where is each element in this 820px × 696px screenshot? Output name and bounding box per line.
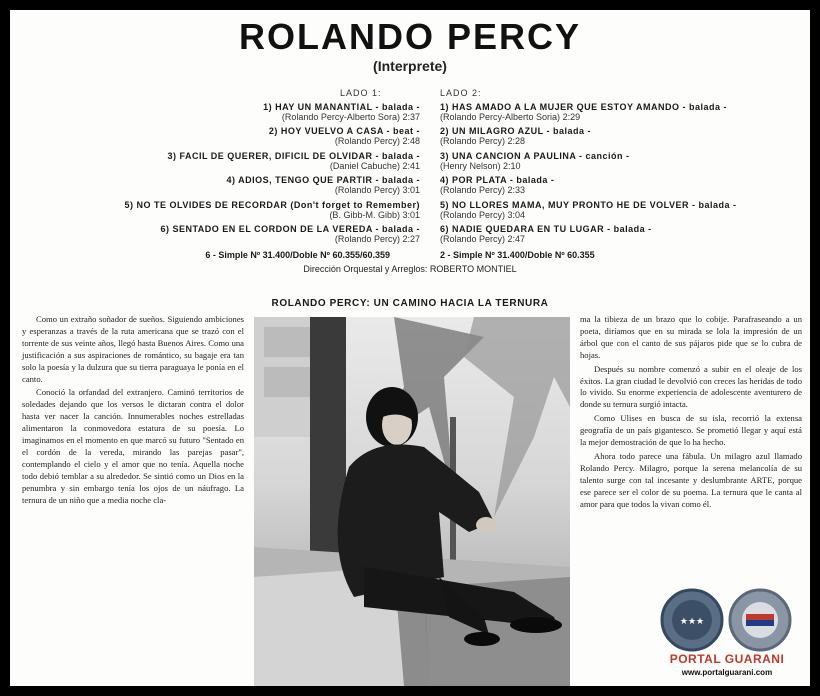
seal-icons xyxy=(652,588,802,652)
track-time: 3:01 xyxy=(402,185,420,195)
track-title: 1) HAY UN MANANTIAL - balada - xyxy=(263,102,420,112)
track-credit: (Rolando Percy-Alberto Sora) 2:37 xyxy=(281,112,420,122)
album-back-cover xyxy=(10,10,810,686)
side-a-label: LADO 1: xyxy=(340,88,382,98)
track-credit: (Rolando Percy) 2:48 xyxy=(334,136,420,146)
track-time: 3:01 xyxy=(402,210,420,220)
track-credit: (Henry Nelson) 2:10 xyxy=(440,161,521,171)
side-b-simple: 2 - Simple Nº 31.400/Doble Nº 60.355 xyxy=(440,250,595,260)
track-time: 2:33 xyxy=(507,185,526,195)
track-b-5 xyxy=(440,200,737,220)
portal-guarani-logo xyxy=(652,588,802,684)
track-a-6 xyxy=(160,224,420,244)
article-title: ROLANDO PERCY: UN CAMINO HACIA LA TERNURA xyxy=(271,298,549,309)
track-title: 3) UNA CANCION A PAULINA - canción - xyxy=(440,151,630,161)
article-right-column xyxy=(580,314,802,513)
track-credit: (Rolando Percy) 3:04 xyxy=(440,210,526,220)
track-credit: (Rolando Percy) 3:01 xyxy=(334,185,420,195)
track-credit: (Rolando Percy) 2:47 xyxy=(440,234,526,244)
track-time: 2:41 xyxy=(402,161,420,171)
track-time: 2:47 xyxy=(507,234,526,244)
track-title: 6) NADIE QUEDARA EN TU LUGAR - balada - xyxy=(440,224,652,234)
track-credit: (Rolando Percy) 2:28 xyxy=(440,136,526,146)
track-time: 2:27 xyxy=(402,234,420,244)
side-a-simple: 6 - Simple Nº 31.400/Doble Nº 60.355/60.359 xyxy=(205,250,390,260)
paragraph: Como Ulises en busca de su isla, recorrió la extensa geografía de un país gigantesco. Se prometió llegar y aquí está la mejor demostración de que lo ha hecho. xyxy=(580,413,802,448)
logo-url: www.portalguarani.com xyxy=(681,668,773,677)
track-title: 5) NO TE OLVIDES DE RECORDAR (Don't forget to Remember) xyxy=(124,200,420,210)
track-b-4 xyxy=(440,175,554,195)
paragraph: ma la tibieza de un brazo que lo cobije. Parafraseando a un poeta, diríamos que en su mirada se lola la impresión de un árbol que con el canto de sus pájaros pide que se lo cubra de hojas. xyxy=(580,314,802,360)
track-title: 4) ADIOS, TENGO QUE PARTIR - balada - xyxy=(226,175,420,185)
track-time: 3:04 xyxy=(507,210,526,220)
track-title: 4) POR PLATA - balada - xyxy=(440,175,555,185)
track-b-6 xyxy=(440,224,652,244)
track-a-3 xyxy=(167,151,420,171)
orchestral-direction: Dirección Orquestal y Arreglos: ROBERTO MONTIEL xyxy=(303,264,517,274)
track-time: 2:29 xyxy=(562,112,581,122)
track-time: 2:48 xyxy=(402,136,420,146)
paragraph: Ahora todo parece una fábula. Un milagro azul llamado Rolando Percy. Milagro, porque la serena melancolía de su talento surge con tal incesante y deslumbrante ARTE, porque ese parece ser el color de su poema. La ternura que le canta al amor para que todos la vivan como él. xyxy=(580,450,802,509)
track-credit: (Rolando Percy) 2:33 xyxy=(440,185,526,195)
artist-subtitle: (Interprete) xyxy=(373,58,447,74)
track-b-1 xyxy=(440,102,727,122)
paragraph: Después su nombre comenzó a subir en el oleaje de los éxitos. La gran ciudad le devolvió con creces las heridas de todo lo vivido. Su enorme experiencia de adolescente aventurero de donde su ternura surgió intacta. xyxy=(580,363,802,410)
artist-title: ROLANDO PERCY xyxy=(238,16,582,57)
paragraph: Conoció la orfandad del extranjero. Caminó territorios de soledades dejando que los versos le dictaran contra el dolor hasta ver nacer la canción. Innumerables noches estrelladas alimentaron la conmovedora estatura de su poesía. Lo imaginamos en el momento en que marcó su futuro "Sentado en el cordón de la vereda, mirando las parejas pasar", contemplando el cielo y el amor que no tenía. Aquella noche todo debió temblar a su alrededor. Se sintió como un Dios en la penumbra y sin embargo tenía los ojos de un náufrago. La ternura de un niño que a media noche cla- xyxy=(22,387,244,505)
track-credit: (Rolando Percy) 2:27 xyxy=(334,234,420,244)
track-a-4 xyxy=(226,175,420,195)
paragraph: Como un extraño soñador de sueños. Siguiendo ambiciones y esperanzas a través de la ruta americana que se trazó con el torrente de sus veinte años, llegó hasta Buenos Aires. Como una justificación a sus aspiraciones de romántico, su bagaje era tan solo la poesía y la dulzura que su tierra paraguaya le ponía en el canto. xyxy=(22,314,244,384)
logo-name: PORTAL GUARANI xyxy=(669,652,785,666)
track-credit: (Rolando Percy-Alberto Soria) 2:29 xyxy=(440,112,581,122)
svg-text:★★★: ★★★ xyxy=(679,617,705,627)
article-left-column xyxy=(22,314,244,509)
track-title: 6) SENTADO EN EL CORDON DE LA VEREDA - balada - xyxy=(160,224,420,234)
track-title: 1) HAS AMADO A LA MUJER QUE ESTOY AMANDO - balada - xyxy=(440,102,728,112)
track-b-3 xyxy=(440,151,630,171)
track-time: 2:10 xyxy=(503,161,521,171)
artist-photo-drawing xyxy=(254,317,570,686)
track-a-5 xyxy=(125,200,421,220)
track-credit: (B. Gibb-M. Gibb) 3:01 xyxy=(329,210,420,220)
track-a-2 xyxy=(269,126,420,146)
track-title: 2) UN MILAGRO AZUL - balada - xyxy=(440,126,592,136)
artist-photo xyxy=(254,317,570,686)
track-title: 3) FACIL DE QUERER, DIFICIL DE OLVIDAR - balada - xyxy=(167,151,420,161)
track-title: 2) HOY VUELVO A CASA - beat - xyxy=(268,126,420,136)
track-a-1 xyxy=(263,102,420,122)
track-title: 5) NO LLORES MAMA, MUY PRONTO HE DE VOLVER - balada - xyxy=(440,200,737,210)
track-time: 2:28 xyxy=(507,136,526,146)
track-credit: (Daniel Cabuche) 2:41 xyxy=(329,161,420,171)
side-b-label: LADO 2: xyxy=(440,88,482,98)
track-time: 2:37 xyxy=(402,112,420,122)
track-b-2 xyxy=(440,126,591,146)
